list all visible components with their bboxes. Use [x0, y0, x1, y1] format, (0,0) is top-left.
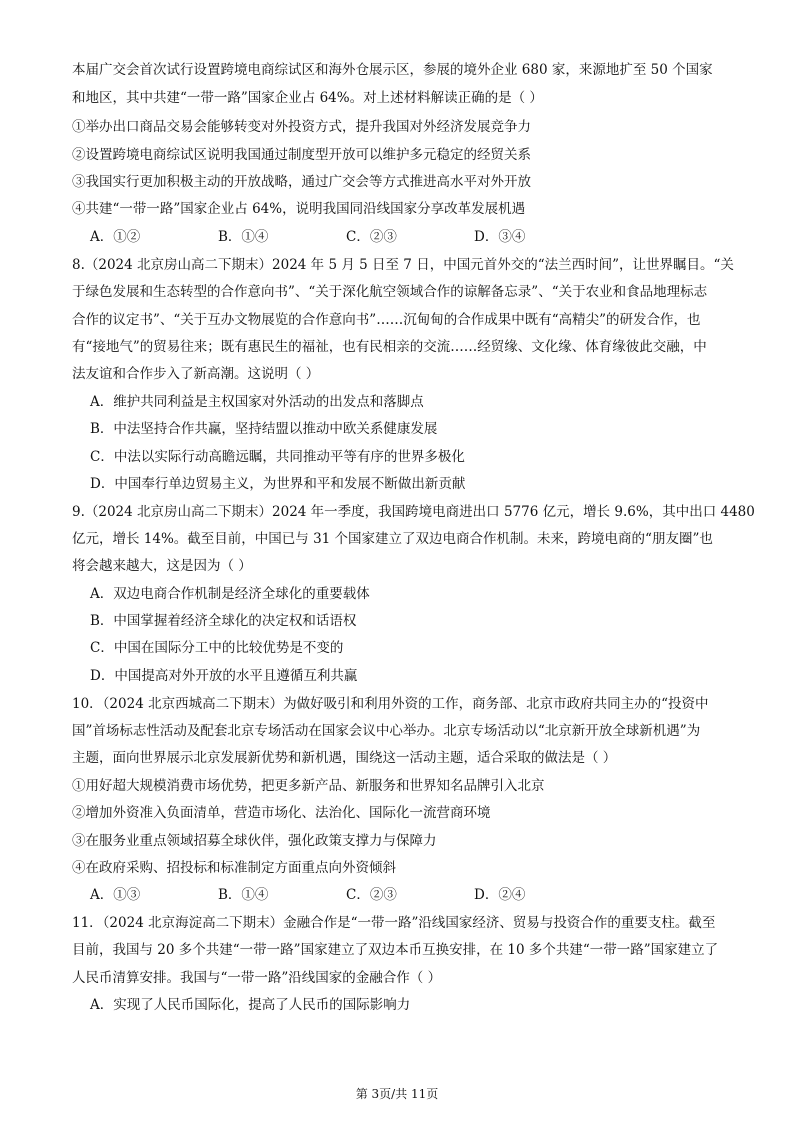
q10-statement-4: ④在政府采购、招投标和标准制定方面重点向外资倾斜 — [72, 860, 396, 876]
page-number-footer: 第 3页/共 11页 — [355, 1087, 439, 1101]
q7-option-d[interactable]: D．③④ — [474, 229, 526, 245]
q7-option-b[interactable]: B．①④ — [218, 229, 269, 245]
q7-option-c[interactable]: C．②③ — [346, 229, 397, 245]
q7-statement-4: ④共建“一带一路”国家企业占 64%，说明我国同沿线国家分享改革发展机遇 — [72, 201, 526, 217]
q8-option-a[interactable]: A．维护共同利益是主权国家对外活动的出发点和落脚点 — [90, 394, 424, 410]
q10-stem-line-1: 10．（2024 北京西城高二下期末）为做好吸引和利用外资的工作，商务部、北京市政府共同主办的“投资中 — [72, 696, 709, 712]
q9-option-b[interactable]: B．中国掌握着经济全球化的决定权和话语权 — [90, 613, 357, 629]
q7-stem-line-2: 和地区，其中共建“一带一路”国家企业占 64%。对上述材料解读正确的是（ ） — [72, 90, 543, 106]
q10-statement-3: ③在服务业重点领域招募全球伙伴，强化政策支撑力与保障力 — [72, 833, 437, 849]
q7-statement-3: ③我国实行更加积极主动的开放战略，通过广交会等方式推进高水平对外开放 — [72, 174, 531, 190]
q8-stem-line-4: 有“接地气”的贸易往来；既有惠民生的福祉，也有民相亲的交流……经贸缘、文化缘、体育缘彼此交融，中 — [72, 339, 707, 355]
q11-option-a[interactable]: A．实现了人民币国际化，提高了人民币的国际影响力 — [90, 997, 411, 1013]
q11-stem-line-1: 11．（2024 北京海淀高二下期末）金融合作是“一带一路”沿线国家经济、贸易与投资合作的重要支柱。截至 — [72, 915, 716, 931]
q9-stem-line-2: 亿元，增长 14%。截至目前，中国已与 31 个国家建立了双边电商合作机制。未来，跨境电商的“朋友圈”也 — [72, 531, 713, 547]
q9-option-d[interactable]: D．中国提高对外开放的水平且遵循互利共赢 — [90, 668, 358, 684]
q9-option-c[interactable]: C．中国在国际分工中的比较优势是不变的 — [90, 640, 344, 656]
q8-stem-line-5: 法友谊和合作步入了新高潮。这说明（ ） — [72, 366, 320, 382]
q7-stem-line-1: 本届广交会首次试行设置跨境电商综试区和海外仓展示区，参展的境外企业 680 家，来源地扩至 50 个国家 — [72, 62, 713, 78]
q10-statement-2: ②增加外资准入负面清单，营造市场化、法治化、国际化一流营商环境 — [72, 805, 491, 821]
q8-stem-line-1: 8.（2024 北京房山高二下期末）2024 年 5 月 5 日至 7 日，中国元首外交的“法兰西时间”，让世界瞩目。“关 — [72, 257, 734, 273]
q10-option-d[interactable]: D．②④ — [474, 887, 526, 903]
q8-stem-line-3: 合作的议定书”、“关于互办文物展览的合作意向书”……沉甸甸的合作成果中既有“高精尖”的研发合作，也 — [72, 312, 701, 328]
q10-stem-line-2: 国”首场标志性活动及配套北京专场活动在国家会议中心举办。北京专场活动以“北京新开放全球新机遇”为 — [72, 723, 701, 739]
q9-stem-line-1: 9.（2024 北京房山高二下期末）2024 年一季度，我国跨境电商进出口 5776 亿元，增长 9.6%，其中出口 4480 — [72, 504, 755, 520]
q7-statement-2: ②设置跨境电商综试区说明我国通过制度型开放可以维护多元稳定的经贸关系 — [72, 147, 531, 163]
q8-option-d[interactable]: D．中国奉行单边贸易主义，为世界和平和发展不断做出新贡献 — [90, 476, 466, 492]
q11-stem-line-2: 目前，我国与 20 多个共建“一带一路”国家建立了双边本币互换安排，在 10 多个共建“一带一路”国家建立了 — [72, 942, 719, 958]
q9-option-a[interactable]: A．双边电商合作机制是经济全球化的重要载体 — [90, 586, 370, 602]
q10-stem-line-3: 主题，面向世界展示北京发展新优势和新机遇，围绕这一活动主题，适合采取的做法是（ ） — [72, 750, 617, 766]
q9-stem-line-3: 将会越来越大，这是因为（ ） — [72, 558, 252, 574]
q8-stem-line-2: 于绿色发展和生态转型的合作意向书”、“关于深化航空领域合作的谅解备忘录”、“关于农业和食品地理标志 — [72, 284, 708, 300]
q10-option-c[interactable]: C．②③ — [346, 887, 397, 903]
q7-option-a[interactable]: A．①② — [90, 229, 141, 245]
q10-option-b[interactable]: B．①④ — [218, 887, 269, 903]
q10-options — [90, 885, 750, 905]
q10-statement-1: ①用好超大规模消费市场优势，把更多新产品、新服务和世界知名品牌引入北京 — [72, 778, 545, 794]
q8-option-c[interactable]: C．中法以实际行动高瞻远瞩，共同推动平等有序的世界多极化 — [90, 449, 465, 465]
q7-statement-1: ①举办出口商品交易会能够转变对外投资方式，提升我国对外经济发展竞争力 — [72, 119, 531, 135]
q7-options — [90, 227, 750, 247]
q8-option-b[interactable]: B．中法坚持合作共赢，坚持结盟以推动中欧关系健康发展 — [90, 421, 438, 437]
q11-stem-line-3: 人民币清算安排。我国与“一带一路”沿线国家的金融合作（ ） — [72, 970, 442, 986]
q10-option-a[interactable]: A．①③ — [90, 887, 141, 903]
